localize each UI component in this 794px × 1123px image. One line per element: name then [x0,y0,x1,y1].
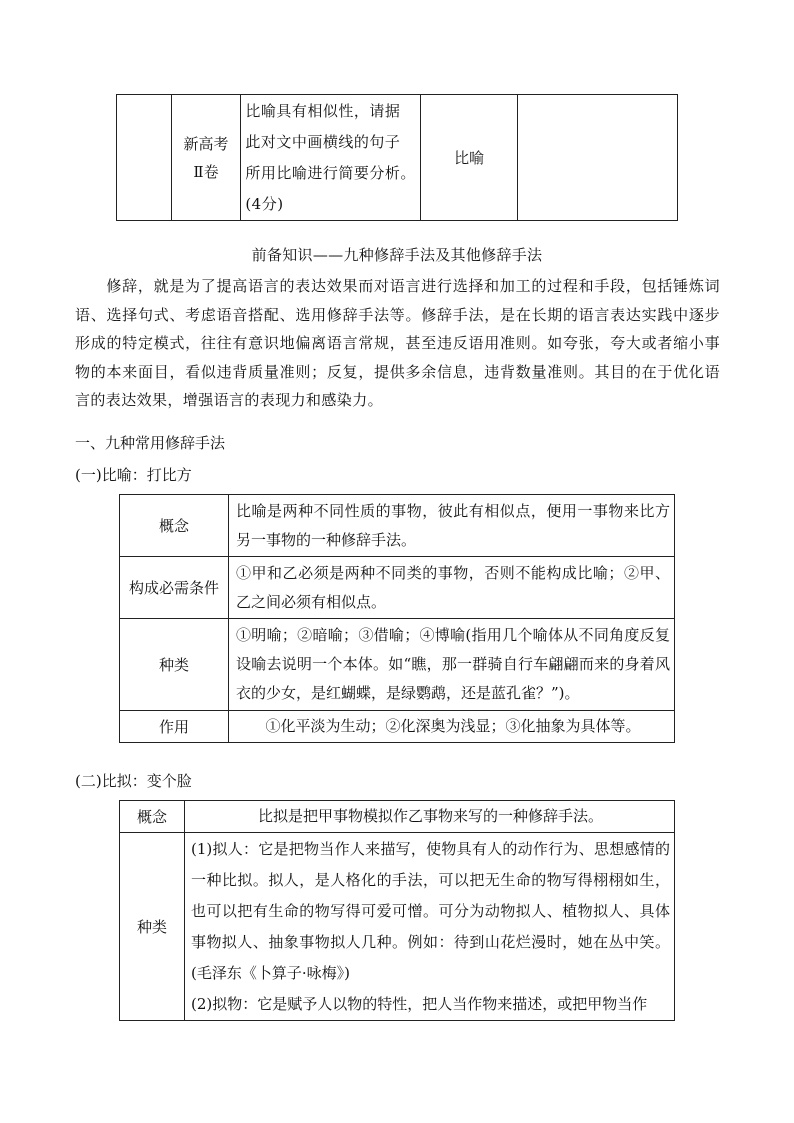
question-cell [241,95,421,221]
heading-nine-devices: 一、九种常用修辞手法 [75,434,226,452]
question-line: 所用比喻进行简要分析。 [245,163,416,182]
device-cell [421,95,518,221]
row-key: 种类 [120,833,185,1021]
question-line: 此对文中画横线的句子 [245,132,401,151]
question-line: (4分) [245,194,284,213]
row-key: 作用 [120,711,229,743]
row-value: ①甲和乙必须是两种不同类的事物，否则不能构成比喻；②甲、乙之间必须有相似点。 [229,557,675,619]
intro-paragraph [75,272,720,415]
row-value: 比喻是两种不同性质的事物，彼此有相似点，便用一事物来比方另一事物的一种修辞手法。 [229,495,675,557]
exam-name: 新高考 Ⅱ卷 [183,134,229,181]
row-key: 种类 [120,619,229,711]
intro-text: 修辞，就是为了提高语言的表达效果而对语言进行选择和加工的过程和手段，包括锤炼词语、选择句式、考虑语音搭配、选用修辞手法等。修辞手法，是在长期的语言表达实践中逐步形成的特定模式，往往有意识地偏离语言常规，甚至违反语用准则。如夸张，夸大或者缩小事物的本来面目，看似违背质量准则；反复，提供多余信息，违背数量准则。其目的在于优化语言的表达效果，增强语言的表现力和感染力。 [75,277,720,410]
device-name: 比喻 [454,149,485,167]
row-value [185,833,675,1021]
row-key: 概念 [120,801,185,833]
exam-name-cell [171,95,241,221]
row-value: ①化平淡为生动；②化深奥为浅显；③化抽象为具体等。 [229,711,675,743]
heading-personification: (二)比拟：变个脸 [75,772,192,790]
personification-table [119,800,675,1021]
row-key: 概念 [120,495,229,557]
row-key: 构成必需条件 [120,557,229,619]
metaphor-table [119,494,675,743]
heading-metaphor: (一)比喻：打比方 [75,466,192,484]
type-personification: (1)拟人：它是把物当作人来描写，使物具有人的动作行为、思想感情的一种比拟。拟人，是人格化的手法，可以把无生命的物写得栩栩如生，也可以把有生命的物写得可爱可憎。可分为动物拟人、植物拟人、具体事物拟人、抽象事物拟人几种。例如：待到山花烂漫时，她在丛中笑。(毛泽东《卜算子·咏梅》) [191,839,670,982]
row-value: 比拟是把甲事物模拟作乙事物来写的一种修辞手法。 [185,801,675,833]
section-title: 前备知识——九种修辞手法及其他修辞手法 [251,246,543,264]
exam-question-table [116,94,678,221]
empty-cell [517,95,677,221]
empty-cell [117,95,172,221]
question-line: 比喻具有相似性，请据 [245,101,401,120]
type-objectification: (2)拟物：它是赋予人以物的特性，把人当作物来描述，或把甲物当作 [191,994,648,1013]
row-value: ①明喻；②暗喻；③借喻；④博喻(指用几个喻体从不同角度反复设喻去说明一个本体。如“瞧，那一群骑自行车翩翩而来的身着风衣的少女，是红蝴蝶，是绿鹦鹉，还是蓝孔雀？”)。 [229,619,675,711]
